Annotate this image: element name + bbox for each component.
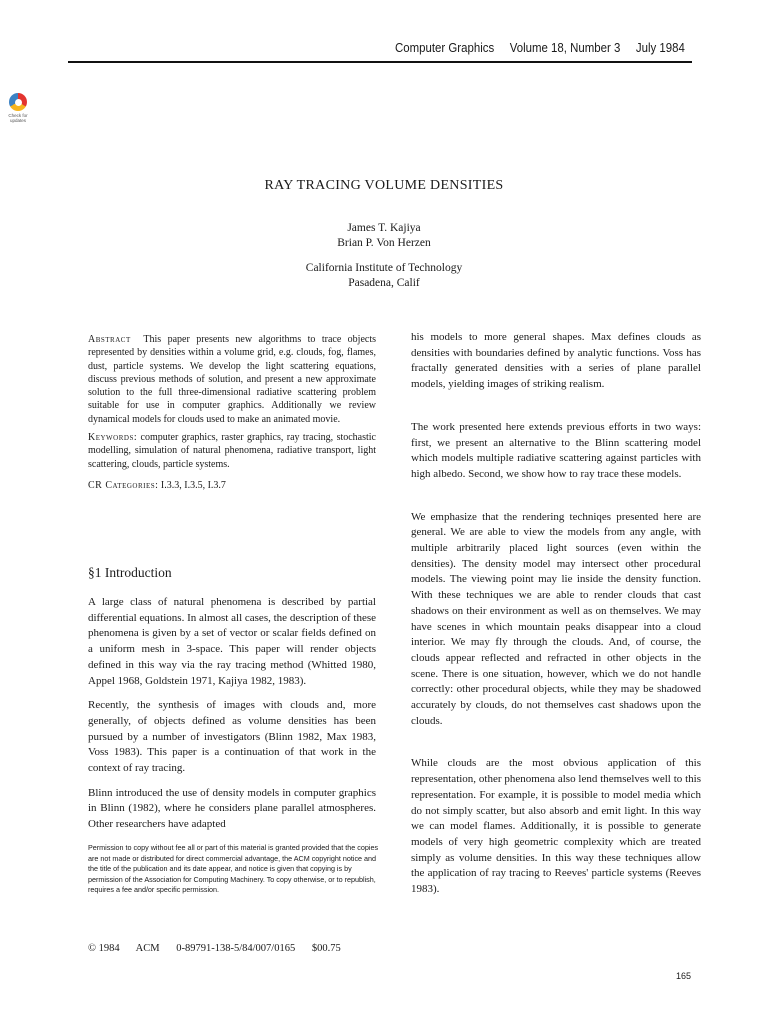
copyright-year: © 1984 (88, 943, 120, 954)
volume-number: Volume 18, Number 3 (509, 40, 621, 55)
abstract-text: This paper presents new algorithms to trace objects represented by densities within a volume grid, e.g. clouds, fog, flames, dust, particle systems. We develop the light scattering equations, discuss previous methods of solution, and present a new approximate solution to the full three-dimensional radiative scattering problem suitable for use in computer graphics. Additionally we review dynamical models for clouds used to make an animated movie. (88, 334, 376, 425)
copyright-org: ACM (135, 943, 160, 954)
section-number: §1 (88, 565, 102, 580)
paragraph: We emphasize that the rendering techniqes presented here are general. We are able to view the models from any angle, with multiple arbitrarily placed light sources (even within the densities). The density model may intersect other procedural models. The viewing point may lie inside the density function. With these techniques we are able to render clouds that cast shadows on their environment as well as on themselves. We may have scenes in which mountain peaks disappear into a cloud interior. We may fly through the clouds. And, of course, the clouds appear reflected and refracted in other objects in the scene. There is one situation, however, which we do not handle correctly: other procedural objects, while they may be shadowed accurately by clouds, do not themselves cast shadows upon the clouds. (411, 510, 701, 727)
check-for-updates-badge[interactable] (6, 93, 30, 123)
copyright-line (88, 943, 355, 954)
paragraph: his models to more general shapes. Max defines clouds as densities with boundaries defined by analytic functions. Voss has fractally generated densities with a series of plane parallel models, yielding images of striking realism. (411, 331, 701, 391)
check-for-updates-label: Check for updates (8, 113, 28, 123)
paragraph: Recently, the synthesis of images with clouds and, more generally, of objects defined as volume densities has been pursued by a number of investigators (Blinn 1982, Max 1983, Voss 1983). This paper is a continuation of that work in the context of ray tracing. (88, 699, 376, 775)
paragraph: The work presented here extends previous efforts in two ways: first, we present an alternative to the Blinn scattering model which models multiple radiative scattering against particles with high albedo. Second, we show how to ray trace these models. (411, 420, 701, 480)
author-block (0, 221, 768, 291)
page-number: 165 (676, 971, 692, 981)
price: $00.75 (311, 943, 341, 954)
right-column-body (411, 330, 701, 898)
paragraph: A large class of natural phenomena is described by partial differential equations. In almost all cases, the description of these phenomena is given by a set of vector or scalar fields defined on a uniform mesh in 3-space. This paper will render objects defined in this way via the ray tracing method (Whitted 1980, Appel 1968, Goldstein 1971, Kajiya 1982, 1983). (88, 596, 376, 687)
affiliation-line: California Institute of Technology (305, 262, 463, 274)
permission-notice: Permission to copy without fee all or part of this material is granted provided that the copies are not made or distributed for direct commercial advantage, the ACM copyright notice and the title of the publication and its date appear, and notice is given that copying is by permission of the Association for Computing Machinery. To copy otherwise, or to republish, requires a fee and/or specific permission. (88, 843, 379, 895)
paragraph: While clouds are the most obvious application of this representation, other phenomena also lend themselves well to this representation. For example, it is possible to model media which do not simply scatter, but also absorb and emit light. In this way we can model flames. Additionally, it is possible to generate models of very high geometric complexity which are treated simply as volume densities. In this way these techniques allow the application of ray tracing to Reeves' particle systems (Reeves 1983). (411, 757, 701, 896)
abstract (88, 333, 376, 492)
section-heading (88, 565, 172, 581)
author-name: Brian P. Von Herzen (337, 237, 431, 249)
cr-categories-text: I.3.3, I.3.5, I.3.7 (160, 479, 226, 491)
author-name: James T. Kajiya (347, 222, 421, 234)
check-for-updates-icon (9, 93, 27, 111)
header-rule (68, 61, 692, 63)
paragraph: Blinn introduced the use of density models in computer graphics in Blinn (1982), where he considers plane parallel atmospheres. Other researchers have adapted (88, 786, 376, 831)
journal-name: Computer Graphics (395, 40, 495, 55)
section-title: Introduction (104, 565, 172, 580)
issue-date: July 1984 (635, 40, 685, 55)
affiliation-line: Pasadena, Calif (348, 277, 420, 289)
cr-categories-label: CR Categories: (88, 479, 159, 491)
left-column-body (88, 595, 376, 833)
paper-title: RAY TRACING VOLUME DENSITIES (264, 178, 504, 193)
isbn-code: 0-89791-138-5/84/007/0165 (176, 943, 296, 954)
abstract-label: Abstract (88, 334, 131, 345)
running-header (395, 40, 697, 55)
keywords-text: computer graphics, raster graphics, ray tracing, stochastic modelling, simulation of natural phenomena, radiative transport, light scattering, clouds, particle systems. (88, 432, 376, 470)
keywords-label: Keywords: (88, 432, 138, 444)
